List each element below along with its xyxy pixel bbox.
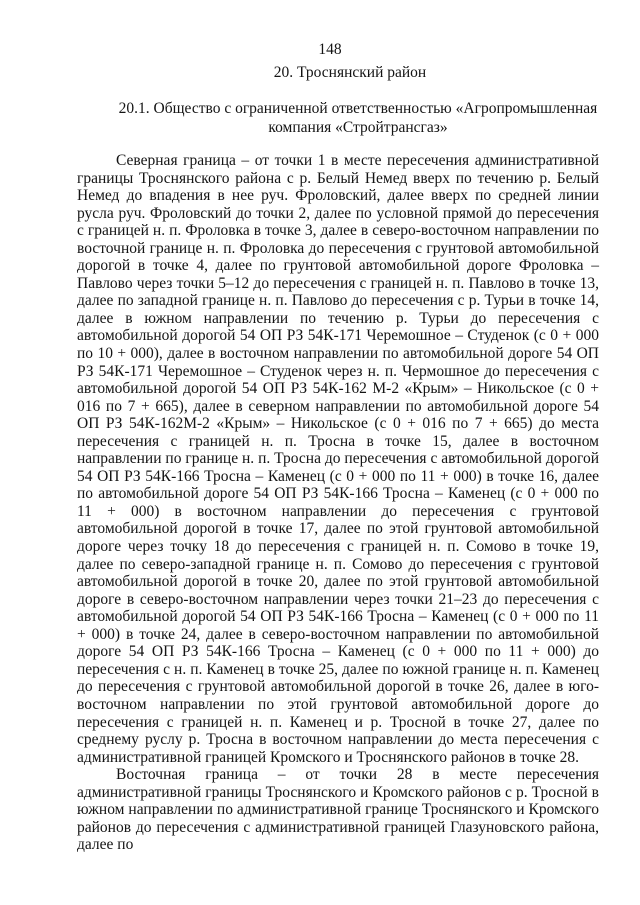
eastern-border-paragraph: Восточная граница – от точки 28 в месте пересечения административной границы Троснянского и Кромского районов с р. Тросной в южном направлении по административной границе Троснянского и Кромского районов до пересечения с административной границей Глазуновского района, далее по	[77, 766, 599, 854]
section-title: 20. Троснянский район	[273, 64, 427, 81]
document-body	[77, 152, 599, 854]
page-number: 148	[318, 41, 342, 58]
northern-border-paragraph: Северная граница – от точки 1 в месте пересечения административной границы Троснянского района с р. Белый Немед вверх по течению р. Белый Немед до впадения в нее руч. Фроловский, далее вверх по средней линии русла руч. Фроловский до точки 2, далее по условной прямой до пересечения с границей н. п. Фроловка в точке 3, далее в северо-восточном направлении по восточной границе н. п. Фроловка до пересечения с грунтовой автомобильной дорогой в точке 4, далее по грунтовой автомобильной дороге Фроловка – Павлово через точки 5–12 до пересечения с границей н. п. Павлово в точке 13, далее по западной границе н. п. Павлово до пересечения с р. Турьи в точке 14, далее в южном направлении по течению р. Турьи до пересечения с автомобильной дорогой 54 ОП РЗ 54К-171 Черемошное – Студенок (с 0 + 000 по 10 + 000), далее в восточном направлении по автомобильной дороге 54 ОП РЗ 54К-171 Черемошное – Студенок через н. п. Чермошное до пересечения с автомобильной дорогой 54 ОП РЗ 54К-162 М-2 «Крым» – Никольское (с 0 + 016 по 7 + 665), далее в северном направлении по автомобильной дороге 54 ОП РЗ 54К-162М-2 «Крым» – Никольское (с 0 + 016 по 7 + 665) до места пересечения с границей н. п. Тросна в точке 15, далее в восточном направлении по границе н. п. Тросна до пересечения с автомобильной дорогой 54 ОП РЗ 54К-166 Тросна – Каменец (с 0 + 000 по 11 + 000) в точке 16, далее по автомобильной дороге 54 ОП РЗ 54К-166 Тросна – Каменец (с 0 + 000 по 11 + 000) в восточном направлении до пересечения с грунтовой автомобильной дорогой в точке 17, далее по этой грунтовой автомобильной дороге через точку 18 до пересечения с границей н. п. Сомово в точке 19, далее по северо-западной границе н. п. Сомово до пересечения с грунтовой автомобильной дорогой в точке 20, далее по этой грунтовой автомобильной дороге в северо-восточном направлении через точки 21–23 до пересечения с автомобильной дорогой 54 ОП РЗ 54К-166 Тросна – Каменец (с 0 + 000 по 11 + 000) в точке 24, далее в северо-восточном направлении по автомобильной дороге 54 ОП РЗ 54К-166 Тросна – Каменец (с 0 + 000 по 11 + 000) до пересечения с н. п. Каменец в точке 25, далее по южной границе н. п. Каменец до пересечения с грунтовой автомобильной дорогой в точке 26, далее в юго-восточном направлении по этой грунтовой автомобильной дороге до пересечения с границей н. п. Каменец и р. Тросной в точке 27, далее по среднему руслу р. Тросна в восточном направлении до места пересечения с административной границей Кромского и Троснянского районов в точке 28.	[77, 152, 599, 766]
subsection-title: 20.1. Общество с ограниченной ответственностью «Агропромышленная компания «Стройтрансгаз»	[118, 100, 598, 136]
